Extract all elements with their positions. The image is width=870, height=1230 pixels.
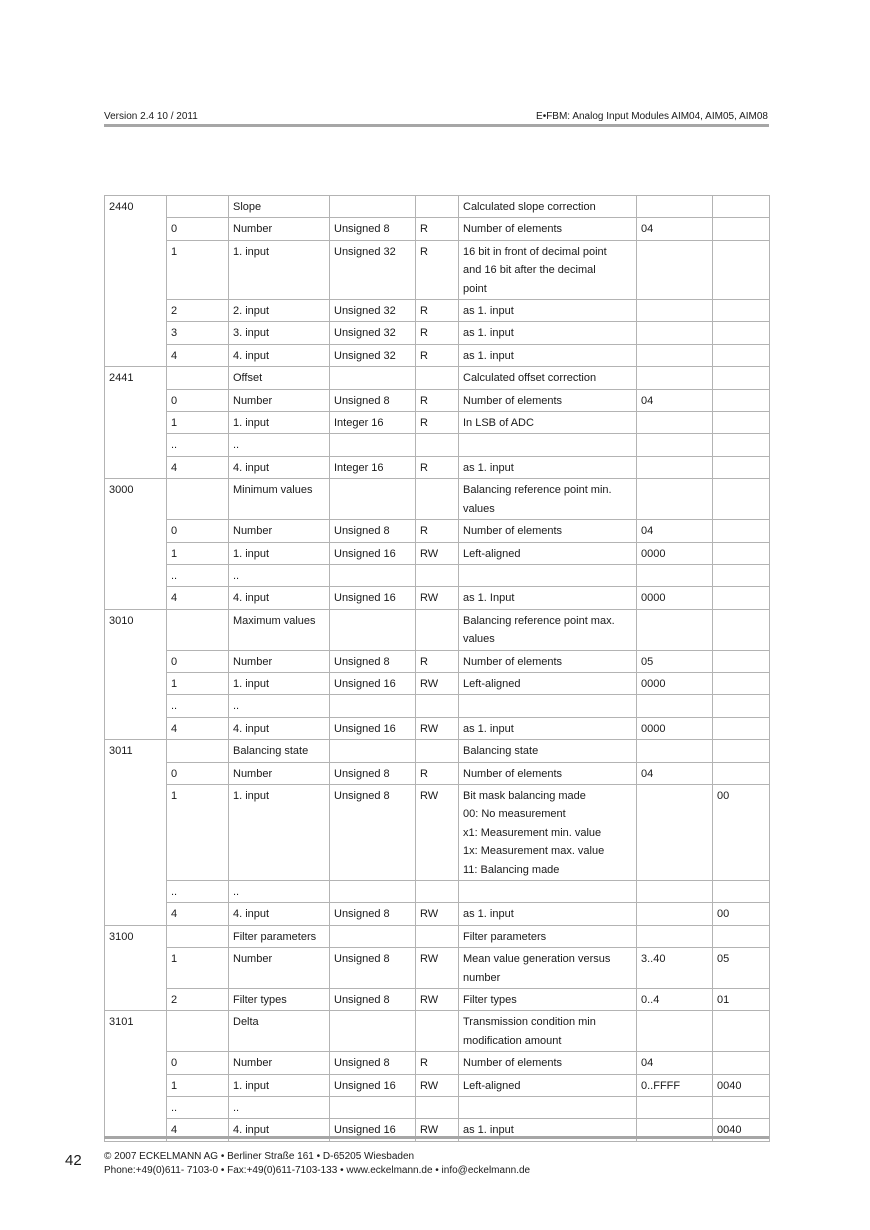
cell-range <box>637 196 713 218</box>
cell-subindex: 1 <box>167 948 229 989</box>
cell-subindex: 4 <box>167 1119 229 1141</box>
cell-name: Number <box>229 1052 330 1074</box>
cell-description: Balancing state <box>459 740 637 762</box>
cell-description: In LSB of ADC <box>459 412 637 434</box>
table-row <box>105 479 770 520</box>
cell-default <box>713 1052 770 1074</box>
cell-type: Unsigned 8 <box>330 389 416 411</box>
cell-default: 05 <box>713 948 770 989</box>
cell-range <box>637 300 713 322</box>
cell-range: 04 <box>637 389 713 411</box>
cell-subindex: 1 <box>167 784 229 880</box>
cell-name: Balancing state <box>229 740 330 762</box>
cell-description: Left-aligned <box>459 542 637 564</box>
cell-type: Unsigned 8 <box>330 948 416 989</box>
cell-subindex: 1 <box>167 240 229 299</box>
cell-range: 04 <box>637 1052 713 1074</box>
cell-range: 0000 <box>637 717 713 739</box>
table-row <box>105 587 770 609</box>
cell-name: 4. input <box>229 344 330 366</box>
cell-subindex: 4 <box>167 903 229 925</box>
cell-default <box>713 542 770 564</box>
cell-description: Calculated slope correction <box>459 196 637 218</box>
cell-subindex: 2 <box>167 300 229 322</box>
cell-access: R <box>416 520 459 542</box>
cell-access <box>416 479 459 520</box>
cell-default: 00 <box>713 903 770 925</box>
cell-name: .. <box>229 881 330 903</box>
cell-description: as 1. Input <box>459 587 637 609</box>
cell-name: Number <box>229 389 330 411</box>
cell-range: 0..FFFF <box>637 1074 713 1096</box>
cell-description: as 1. input <box>459 456 637 478</box>
cell-range <box>637 695 713 717</box>
cell-subindex: 0 <box>167 389 229 411</box>
cell-default <box>713 344 770 366</box>
cell-subindex: 3 <box>167 322 229 344</box>
cell-access <box>416 1011 459 1052</box>
cell-default <box>713 218 770 240</box>
cell-type: Unsigned 8 <box>330 1052 416 1074</box>
cell-access <box>416 740 459 762</box>
cell-name: 1. input <box>229 672 330 694</box>
table-row <box>105 1074 770 1096</box>
cell-name: Filter types <box>229 989 330 1011</box>
table-row <box>105 412 770 434</box>
cell-access <box>416 564 459 586</box>
cell-description: as 1. input <box>459 903 637 925</box>
table-row <box>105 1011 770 1052</box>
cell-index: 2441 <box>105 367 167 479</box>
cell-type: Unsigned 32 <box>330 344 416 366</box>
cell-access: RW <box>416 587 459 609</box>
table-row <box>105 322 770 344</box>
cell-default <box>713 240 770 299</box>
cell-access: R <box>416 412 459 434</box>
cell-default <box>713 196 770 218</box>
cell-subindex <box>167 740 229 762</box>
cell-subindex: .. <box>167 695 229 717</box>
cell-subindex: 4 <box>167 344 229 366</box>
table-row <box>105 717 770 739</box>
cell-type: Unsigned 8 <box>330 762 416 784</box>
cell-access: RW <box>416 903 459 925</box>
cell-name: 4. input <box>229 1119 330 1141</box>
cell-type: Unsigned 16 <box>330 1119 416 1141</box>
cell-access: RW <box>416 542 459 564</box>
cell-subindex: .. <box>167 1097 229 1119</box>
cell-description <box>459 1097 637 1119</box>
cell-name: .. <box>229 1097 330 1119</box>
cell-subindex: 0 <box>167 762 229 784</box>
cell-default <box>713 925 770 947</box>
cell-subindex: 0 <box>167 650 229 672</box>
cell-type <box>330 479 416 520</box>
cell-description <box>459 564 637 586</box>
cell-index: 2440 <box>105 196 167 367</box>
table-row <box>105 389 770 411</box>
cell-index: 3101 <box>105 1011 167 1141</box>
cell-default <box>713 434 770 456</box>
cell-access: RW <box>416 989 459 1011</box>
table-row <box>105 564 770 586</box>
cell-name: 1. input <box>229 240 330 299</box>
cell-name: 1. input <box>229 784 330 880</box>
cell-type: Unsigned 32 <box>330 300 416 322</box>
cell-subindex: 4 <box>167 717 229 739</box>
table-row <box>105 1052 770 1074</box>
cell-type <box>330 367 416 389</box>
table-row <box>105 762 770 784</box>
cell-name: Number <box>229 218 330 240</box>
cell-default <box>713 412 770 434</box>
table-row <box>105 925 770 947</box>
cell-name: .. <box>229 434 330 456</box>
cell-default: 0040 <box>713 1119 770 1141</box>
cell-subindex: 1 <box>167 542 229 564</box>
cell-type: Integer 16 <box>330 456 416 478</box>
cell-default <box>713 1011 770 1052</box>
cell-description: Filter parameters <box>459 925 637 947</box>
cell-range <box>637 479 713 520</box>
cell-range <box>637 1011 713 1052</box>
cell-type <box>330 564 416 586</box>
cell-default <box>713 564 770 586</box>
cell-type <box>330 925 416 947</box>
cell-type: Integer 16 <box>330 412 416 434</box>
cell-type <box>330 434 416 456</box>
cell-range <box>637 609 713 650</box>
cell-name: Slope <box>229 196 330 218</box>
cell-access: RW <box>416 1074 459 1096</box>
cell-description: Filter types <box>459 989 637 1011</box>
cell-access <box>416 609 459 650</box>
cell-default <box>713 1097 770 1119</box>
cell-subindex: 4 <box>167 587 229 609</box>
cell-subindex <box>167 925 229 947</box>
cell-access <box>416 925 459 947</box>
table-row <box>105 903 770 925</box>
cell-description: Balancing reference point min. values <box>459 479 637 520</box>
cell-subindex: 0 <box>167 1052 229 1074</box>
cell-access: R <box>416 1052 459 1074</box>
cell-access: R <box>416 650 459 672</box>
cell-name: Number <box>229 762 330 784</box>
cell-description: Left-aligned <box>459 1074 637 1096</box>
cell-access: RW <box>416 672 459 694</box>
table-row <box>105 784 770 880</box>
cell-range: 0..4 <box>637 989 713 1011</box>
table-row <box>105 740 770 762</box>
cell-name: .. <box>229 695 330 717</box>
cell-type: Unsigned 8 <box>330 218 416 240</box>
cell-access: RW <box>416 1119 459 1141</box>
table-row <box>105 344 770 366</box>
cell-type: Unsigned 32 <box>330 322 416 344</box>
cell-type: Unsigned 16 <box>330 1074 416 1096</box>
cell-access: RW <box>416 717 459 739</box>
cell-subindex: 0 <box>167 218 229 240</box>
cell-range <box>637 881 713 903</box>
table-row <box>105 434 770 456</box>
cell-subindex <box>167 1011 229 1052</box>
cell-name: Number <box>229 650 330 672</box>
cell-range <box>637 784 713 880</box>
cell-name: Maximum values <box>229 609 330 650</box>
table-row <box>105 1097 770 1119</box>
table-row <box>105 300 770 322</box>
table-row <box>105 218 770 240</box>
cell-type: Unsigned 8 <box>330 650 416 672</box>
table-row <box>105 948 770 989</box>
cell-access: R <box>416 389 459 411</box>
cell-default: 01 <box>713 989 770 1011</box>
cell-type: Unsigned 8 <box>330 903 416 925</box>
cell-range <box>637 367 713 389</box>
cell-description: as 1. input <box>459 300 637 322</box>
cell-subindex <box>167 196 229 218</box>
table-row <box>105 542 770 564</box>
table-row <box>105 520 770 542</box>
cell-type <box>330 1011 416 1052</box>
table-row <box>105 609 770 650</box>
cell-type: Unsigned 16 <box>330 542 416 564</box>
cell-access <box>416 434 459 456</box>
cell-type: Unsigned 16 <box>330 672 416 694</box>
cell-range: 04 <box>637 218 713 240</box>
cell-name: 1. input <box>229 542 330 564</box>
cell-access: R <box>416 218 459 240</box>
cell-default <box>713 881 770 903</box>
table-row <box>105 196 770 218</box>
cell-range <box>637 1097 713 1119</box>
cell-range: 0000 <box>637 587 713 609</box>
cell-description: 16 bit in front of decimal point and 16 bit after the decimal point <box>459 240 637 299</box>
cell-description: Calculated offset correction <box>459 367 637 389</box>
cell-name: .. <box>229 564 330 586</box>
cell-subindex: 2 <box>167 989 229 1011</box>
cell-description: Left-aligned <box>459 672 637 694</box>
cell-default <box>713 650 770 672</box>
cell-name: Offset <box>229 367 330 389</box>
cell-subindex: .. <box>167 434 229 456</box>
cell-description: Number of elements <box>459 218 637 240</box>
cell-name: 4. input <box>229 903 330 925</box>
cell-description <box>459 434 637 456</box>
cell-name: Number <box>229 520 330 542</box>
cell-access <box>416 367 459 389</box>
cell-description: as 1. input <box>459 322 637 344</box>
object-directory-table <box>104 195 770 1142</box>
footer-contact: Phone:+49(0)611- 7103-0 • Fax:+49(0)611-7103-133 • www.eckelmann.de • info@eckelmann.de <box>104 1165 531 1176</box>
cell-subindex <box>167 367 229 389</box>
cell-range <box>637 412 713 434</box>
cell-default <box>713 609 770 650</box>
cell-description: Balancing reference point max. values <box>459 609 637 650</box>
cell-type <box>330 881 416 903</box>
cell-description: Number of elements <box>459 650 637 672</box>
cell-range <box>637 925 713 947</box>
cell-range <box>637 740 713 762</box>
cell-range: 0000 <box>637 542 713 564</box>
cell-default <box>713 322 770 344</box>
cell-name: 4. input <box>229 717 330 739</box>
footer-address: © 2007 ECKELMANN AG • Berliner Straße 161 • D-65205 Wiesbaden <box>104 1151 415 1162</box>
cell-default: 00 <box>713 784 770 880</box>
cell-access: R <box>416 456 459 478</box>
cell-type: Unsigned 8 <box>330 989 416 1011</box>
cell-index: 3000 <box>105 479 167 609</box>
header-version: Version 2.4 10 / 2011 <box>104 111 198 122</box>
cell-type <box>330 740 416 762</box>
table-row <box>105 367 770 389</box>
cell-access <box>416 1097 459 1119</box>
cell-subindex: 4 <box>167 456 229 478</box>
table-row <box>105 456 770 478</box>
cell-default <box>713 479 770 520</box>
cell-name: Filter parameters <box>229 925 330 947</box>
cell-description <box>459 881 637 903</box>
footer-rule <box>104 1136 769 1139</box>
cell-type <box>330 1097 416 1119</box>
cell-access: R <box>416 300 459 322</box>
cell-default <box>713 587 770 609</box>
cell-range: 04 <box>637 520 713 542</box>
cell-subindex: 1 <box>167 412 229 434</box>
header-document-title: E•FBM: Analog Input Modules AIM04, AIM05, AIM08 <box>536 111 768 122</box>
cell-description: Number of elements <box>459 762 637 784</box>
cell-subindex <box>167 479 229 520</box>
cell-type <box>330 609 416 650</box>
table-row <box>105 672 770 694</box>
cell-default <box>713 520 770 542</box>
table-row <box>105 989 770 1011</box>
cell-name: Minimum values <box>229 479 330 520</box>
cell-type: Unsigned 16 <box>330 587 416 609</box>
cell-access: R <box>416 344 459 366</box>
cell-range: 3..40 <box>637 948 713 989</box>
cell-default <box>713 740 770 762</box>
cell-default: 0040 <box>713 1074 770 1096</box>
cell-range <box>637 322 713 344</box>
cell-range <box>637 456 713 478</box>
cell-range <box>637 434 713 456</box>
cell-description: as 1. input <box>459 344 637 366</box>
cell-description: Number of elements <box>459 389 637 411</box>
cell-description: as 1. input <box>459 1119 637 1141</box>
table-body <box>105 196 770 1142</box>
cell-type <box>330 196 416 218</box>
cell-access <box>416 196 459 218</box>
page-number: 42 <box>65 1152 82 1169</box>
cell-subindex: .. <box>167 881 229 903</box>
cell-description: Number of elements <box>459 520 637 542</box>
table-row <box>105 881 770 903</box>
header-rule <box>104 124 769 127</box>
cell-access <box>416 881 459 903</box>
cell-type: Unsigned 16 <box>330 717 416 739</box>
cell-subindex: 1 <box>167 1074 229 1096</box>
cell-description <box>459 695 637 717</box>
cell-description: as 1. input <box>459 717 637 739</box>
cell-description: Mean value generation versus number <box>459 948 637 989</box>
cell-range <box>637 344 713 366</box>
cell-access <box>416 695 459 717</box>
cell-default <box>713 695 770 717</box>
cell-default <box>713 300 770 322</box>
cell-range: 04 <box>637 762 713 784</box>
cell-name: 4. input <box>229 456 330 478</box>
cell-type: Unsigned 8 <box>330 784 416 880</box>
table-row <box>105 695 770 717</box>
cell-name: 3. input <box>229 322 330 344</box>
cell-name: 2. input <box>229 300 330 322</box>
cell-access: RW <box>416 784 459 880</box>
cell-access: R <box>416 322 459 344</box>
cell-default <box>713 367 770 389</box>
cell-default <box>713 456 770 478</box>
cell-default <box>713 672 770 694</box>
cell-name: 1. input <box>229 1074 330 1096</box>
cell-description: Number of elements <box>459 1052 637 1074</box>
cell-type: Unsigned 8 <box>330 520 416 542</box>
cell-type: Unsigned 32 <box>330 240 416 299</box>
cell-name: Number <box>229 948 330 989</box>
cell-type <box>330 695 416 717</box>
cell-subindex: 1 <box>167 672 229 694</box>
cell-name: 4. input <box>229 587 330 609</box>
cell-description: Bit mask balancing made 00: No measurement x1: Measurement min. value 1x: Measurement max. value 11: Balancing made <box>459 784 637 880</box>
table-row <box>105 240 770 299</box>
cell-index: 3010 <box>105 609 167 739</box>
cell-subindex <box>167 609 229 650</box>
table-row <box>105 650 770 672</box>
cell-name: Delta <box>229 1011 330 1052</box>
cell-access: R <box>416 762 459 784</box>
cell-default <box>713 762 770 784</box>
cell-index: 3100 <box>105 925 167 1011</box>
cell-range: 05 <box>637 650 713 672</box>
cell-range: 0000 <box>637 672 713 694</box>
cell-subindex: .. <box>167 564 229 586</box>
cell-description: Transmission condition min modification amount <box>459 1011 637 1052</box>
cell-name: 1. input <box>229 412 330 434</box>
cell-access: R <box>416 240 459 299</box>
cell-index: 3011 <box>105 740 167 926</box>
cell-subindex: 0 <box>167 520 229 542</box>
cell-range <box>637 903 713 925</box>
cell-default <box>713 717 770 739</box>
cell-range <box>637 564 713 586</box>
cell-range <box>637 240 713 299</box>
cell-default <box>713 389 770 411</box>
cell-access: RW <box>416 948 459 989</box>
